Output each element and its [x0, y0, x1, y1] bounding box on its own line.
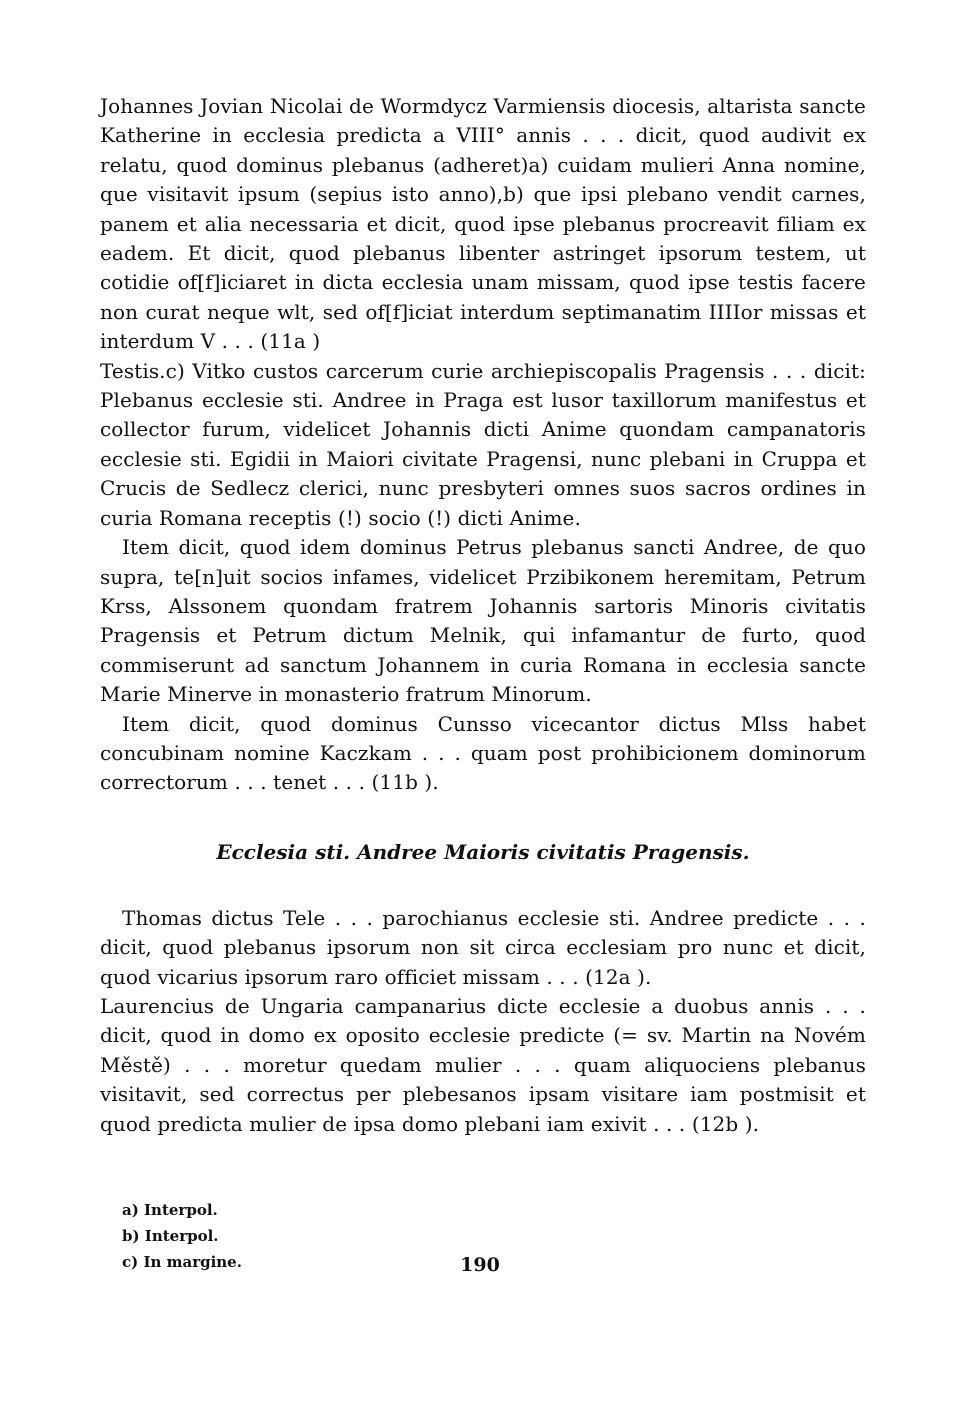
page-number: 190 — [460, 1254, 500, 1276]
footnote-c: c) In margine. — [122, 1253, 242, 1271]
paragraph-item-cunsso: Item dicit, quod dominus Cunsso vicecantor dictus Mlss habet concubinam nomine Kaczkam . . . quam post prohibicionem dominorum correctorum . . . tenet . . . (11b ). — [100, 711, 866, 795]
paragraph-johannes: Johannes Jovian Nicolai de Wormdycz Varmiensis diocesis, altarista sancte Katherine in ecclesia predicta a VIII° annis . . . dicit, quod audivit ex relatu, quod dominus plebanus (adheret)a) cuidam mulieri Anna nomine, que visitavit ipsum (sepius isto anno),b) que ipsi plebano vendit carnes, panem et alia necessaria et dicit, quod ipse plebanus procreavit filiam ex eadem. Et dicit, quod plebanus libenter astringet ipsorum testem, ut cotidie of[f]iciaret in dicta ecclesia unam missam, quod ipse testis facere non curat neque wlt, sed of[f]iciat interdum septimanatim IIIIor missas et interdum V . . . (11a ) — [100, 94, 866, 354]
paragraph-thomas: Thomas dictus Tele . . . parochianus ecclesie sti. Andree predicte . . . dicit, quod plebanus ipsorum non sit circa ecclesiam pro nunc et dicit, quod vicarius ipsorum raro officiet missam . . . (12a ). — [100, 905, 866, 989]
footnote-a: a) Interpol. — [122, 1201, 218, 1219]
paragraph-item-petrus: Item dicit, quod idem dominus Petrus plebanus sancti Andree, de quo supra, te[n]uit socios infames, videlicet Przibikonem heremitam, Petrum Krss, Alssonem quondam fratrem Johannis sartoris Minoris civitatis Pragensis et Petrum dictum Melnik, qui infamantur de furto, quod commiserunt ad sanctum Johannem in curia Romana in ecclesia sancte Marie Minerve in monasterio fratrum Minorum. — [100, 535, 866, 707]
paragraph-laurencius: Laurencius de Ungaria campanarius dicte ecclesie a duobus annis . . . dicit, quod in domo ex oposito ecclesie predicte (= sv. Martin na Novém Městě) . . . moretur quedam mulier . . . quam aliquociens plebanus visitavit, sed correctus per plebesanos ipsam visitare iam postmisit et quod predicta mulier de ipsa domo plebani iam exivit . . . (12b ). — [100, 993, 866, 1136]
footnote-b: b) Interpol. — [122, 1227, 219, 1245]
paragraph-testis-vitko: Testis.c) Vitko custos carcerum curie archiepiscopalis Pragensis . . . dicit: Plebanus ecclesie sti. Andree in Praga est lusor taxillorum manifestus et collector furum, videlicet Johannis dicti Anime quondam campanatoris ecclesie sti. Egidii in Maiori civitate Pragensi, nunc plebani in Cruppa et Crucis de Sedlecz clerici, nunc presbyteri omnes suos sacros ordines in curia Romana receptis (!) socio (!) dicti Anime. — [100, 358, 866, 530]
section-heading: Ecclesia sti. Andree Maioris civitatis Pragensis. — [216, 839, 750, 864]
